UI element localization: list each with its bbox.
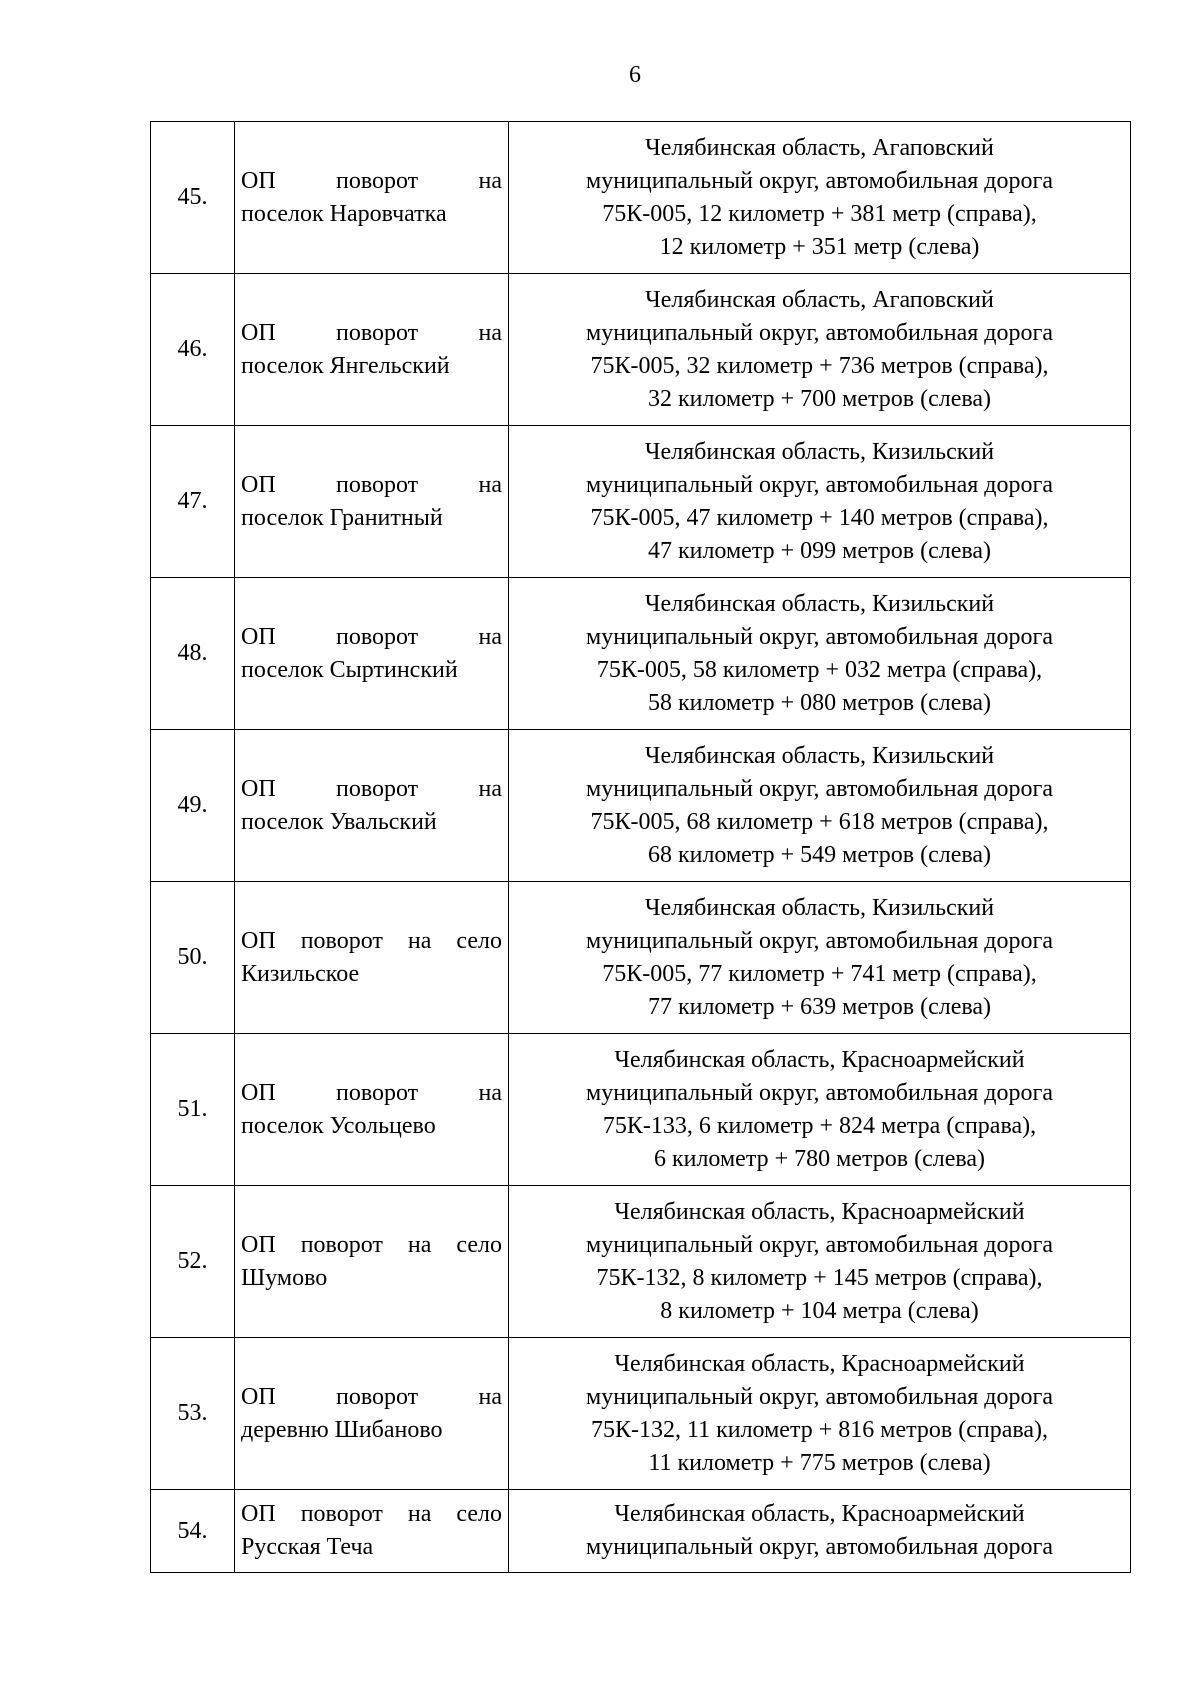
table-row xyxy=(151,1034,1131,1186)
point-name-word: поворот xyxy=(335,319,419,346)
table-row xyxy=(151,1490,1131,1573)
point-location xyxy=(509,882,1131,1034)
point-name xyxy=(235,274,509,426)
point-name-word: ОП xyxy=(241,319,276,346)
point-name xyxy=(235,426,509,578)
row-number: 51. xyxy=(151,1034,235,1186)
table-row xyxy=(151,730,1131,882)
row-number: 54. xyxy=(151,1490,235,1573)
point-name-word: на xyxy=(478,1383,502,1410)
point-name-line: деревню Шибаново xyxy=(241,1416,443,1443)
point-name-line xyxy=(241,1381,502,1414)
row-number: 46. xyxy=(151,274,235,426)
row-number: 52. xyxy=(151,1186,235,1338)
location-line: 68 километр + 549 метров (слева) xyxy=(647,841,992,868)
location-line: Челябинская область, Кизильский xyxy=(644,590,995,617)
point-name-word: поворот xyxy=(335,167,419,194)
location-line: Челябинская область, Красноармейский xyxy=(614,1350,1025,1377)
point-name xyxy=(235,1186,509,1338)
point-name-word: поворот xyxy=(335,1383,419,1410)
point-location xyxy=(509,578,1131,730)
point-name xyxy=(235,882,509,1034)
location-line: Челябинская область, Кизильский xyxy=(644,894,995,921)
point-name-line xyxy=(241,621,502,654)
location-line: муниципальный округ, автомобильная дорога xyxy=(586,1231,1053,1258)
location-line: Челябинская область, Кизильский xyxy=(644,742,995,769)
location-line: Челябинская область, Кизильский xyxy=(644,438,995,465)
point-name-word: поворот xyxy=(335,471,419,498)
point-location xyxy=(509,122,1131,274)
table-row xyxy=(151,122,1131,274)
location-line: муниципальный округ, автомобильная дорога xyxy=(586,775,1053,802)
location-line: муниципальный округ, автомобильная дорога xyxy=(586,471,1053,498)
point-name-word: на xyxy=(478,167,502,194)
point-name-line: поселок Наровчатка xyxy=(241,200,447,227)
row-number: 48. xyxy=(151,578,235,730)
point-name-line: Шумово xyxy=(241,1264,328,1291)
point-name-word: поворот xyxy=(335,775,419,802)
point-location xyxy=(509,1490,1131,1573)
location-line: 75К-005, 77 километр + 741 метр (справа), xyxy=(602,960,1037,987)
point-name-word: поворот xyxy=(300,1501,383,1527)
point-name-word: поворот xyxy=(300,927,383,954)
point-name-word: ОП xyxy=(241,927,276,954)
row-number: 50. xyxy=(151,882,235,1034)
location-line: 32 километр + 700 метров (слева) xyxy=(647,385,992,412)
point-location xyxy=(509,1338,1131,1490)
location-line: муниципальный округ, автомобильная дорога xyxy=(586,1079,1053,1106)
point-name-word: поворот xyxy=(300,1231,383,1258)
point-name-word: поворот xyxy=(335,623,419,650)
location-line: муниципальный округ, автомобильная дорога xyxy=(586,319,1053,346)
location-line: муниципальный округ, автомобильная дорога xyxy=(586,167,1053,194)
point-name-word: на xyxy=(478,471,502,498)
row-number: 47. xyxy=(151,426,235,578)
location-line: муниципальный округ, автомобильная дорога xyxy=(586,623,1053,650)
point-name-word: на xyxy=(407,1501,432,1527)
table-row xyxy=(151,578,1131,730)
table-row xyxy=(151,1186,1131,1338)
location-line: Челябинская область, Агаповский xyxy=(645,286,994,313)
point-name-word: поворот xyxy=(335,1079,419,1106)
point-name-line xyxy=(241,1498,502,1531)
point-name-word: село xyxy=(456,1231,502,1258)
point-name-word: ОП xyxy=(241,1079,276,1106)
point-name-word: на xyxy=(478,775,502,802)
location-line: Челябинская область, Красноармейский xyxy=(614,1501,1025,1527)
point-name-word: ОП xyxy=(241,1383,276,1410)
point-name-line xyxy=(241,317,502,350)
location-line: муниципальный округ, автомобильная дорога xyxy=(586,927,1053,954)
point-location xyxy=(509,1186,1131,1338)
point-name-line: поселок Янгельский xyxy=(241,352,450,379)
location-line: муниципальный округ, автомобильная дорога xyxy=(586,1383,1053,1410)
location-line: 75К-005, 32 километр + 736 метров (справа), xyxy=(590,352,1049,379)
point-name-word: ОП xyxy=(241,1501,276,1527)
location-line: 75К-005, 58 километр + 032 метра (справа), xyxy=(596,656,1043,683)
location-line: 75К-005, 68 километр + 618 метров (справа), xyxy=(590,808,1049,835)
point-name-line: поселок Увальский xyxy=(241,808,437,835)
location-line: 58 километр + 080 метров (слева) xyxy=(647,689,992,716)
location-line: 75К-133, 6 километр + 824 метра (справа), xyxy=(602,1112,1037,1139)
point-name xyxy=(235,578,509,730)
point-name-line xyxy=(241,165,502,198)
location-line: 75К-132, 11 километр + 816 метров (справа), xyxy=(590,1416,1049,1443)
location-line: 8 километр + 104 метра (слева) xyxy=(660,1297,979,1324)
point-name-word: на xyxy=(478,1079,502,1106)
point-name-line: поселок Сыртинский xyxy=(241,656,458,683)
point-name-word: ОП xyxy=(241,167,276,194)
location-line: Челябинская область, Красноармейский xyxy=(614,1198,1025,1225)
point-name xyxy=(235,122,509,274)
point-name-word: село xyxy=(456,927,502,954)
point-location xyxy=(509,426,1131,578)
point-name-word: ОП xyxy=(241,1231,276,1258)
point-name-line xyxy=(241,1229,502,1262)
locations-table xyxy=(150,121,1131,1573)
location-line: 75К-005, 47 километр + 140 метров (справа), xyxy=(590,504,1049,531)
point-name xyxy=(235,1034,509,1186)
location-line: 77 километр + 639 метров (слева) xyxy=(647,993,992,1020)
table-row xyxy=(151,1338,1131,1490)
point-name-word: на xyxy=(478,623,502,650)
location-line: 12 километр + 351 метр (слева) xyxy=(659,233,980,260)
table-row xyxy=(151,882,1131,1034)
point-name-word: на xyxy=(407,1231,432,1258)
point-name-line xyxy=(241,773,502,806)
point-name-word: ОП xyxy=(241,471,276,498)
table-row xyxy=(151,426,1131,578)
table-body xyxy=(151,122,1131,1573)
row-number: 53. xyxy=(151,1338,235,1490)
point-name-word: на xyxy=(407,927,432,954)
location-line: Челябинская область, Агаповский xyxy=(645,134,994,161)
location-line: 6 километр + 780 метров (слева) xyxy=(653,1145,986,1172)
location-line: 11 километр + 775 метров (слева) xyxy=(648,1449,991,1476)
point-location xyxy=(509,730,1131,882)
point-location xyxy=(509,274,1131,426)
point-name-line: поселок Гранитный xyxy=(241,504,443,531)
location-line: Челябинская область, Красноармейский xyxy=(614,1046,1025,1073)
page-number: 6 xyxy=(629,62,641,88)
point-location xyxy=(509,1034,1131,1186)
point-name-word: ОП xyxy=(241,775,276,802)
location-line: 47 километр + 099 метров (слева) xyxy=(647,537,992,564)
point-name-line: поселок Усольцево xyxy=(241,1112,436,1139)
point-name-word: на xyxy=(478,319,502,346)
table-row xyxy=(151,274,1131,426)
point-name-line xyxy=(241,469,502,502)
point-name-line: Русская Теча xyxy=(241,1534,374,1560)
point-name-word: село xyxy=(456,1501,502,1527)
point-name-word: ОП xyxy=(241,623,276,650)
point-name xyxy=(235,730,509,882)
point-name-line: Кизильское xyxy=(241,960,360,987)
point-name xyxy=(235,1490,509,1573)
row-number: 49. xyxy=(151,730,235,882)
point-name-line xyxy=(241,925,502,958)
location-line: 75К-132, 8 километр + 145 метров (справа), xyxy=(596,1264,1043,1291)
point-name xyxy=(235,1338,509,1490)
location-line: муниципальный округ, автомобильная дорога xyxy=(586,1534,1053,1560)
row-number: 45. xyxy=(151,122,235,274)
location-line: 75К-005, 12 километр + 381 метр (справа), xyxy=(602,200,1037,227)
point-name-line xyxy=(241,1077,502,1110)
